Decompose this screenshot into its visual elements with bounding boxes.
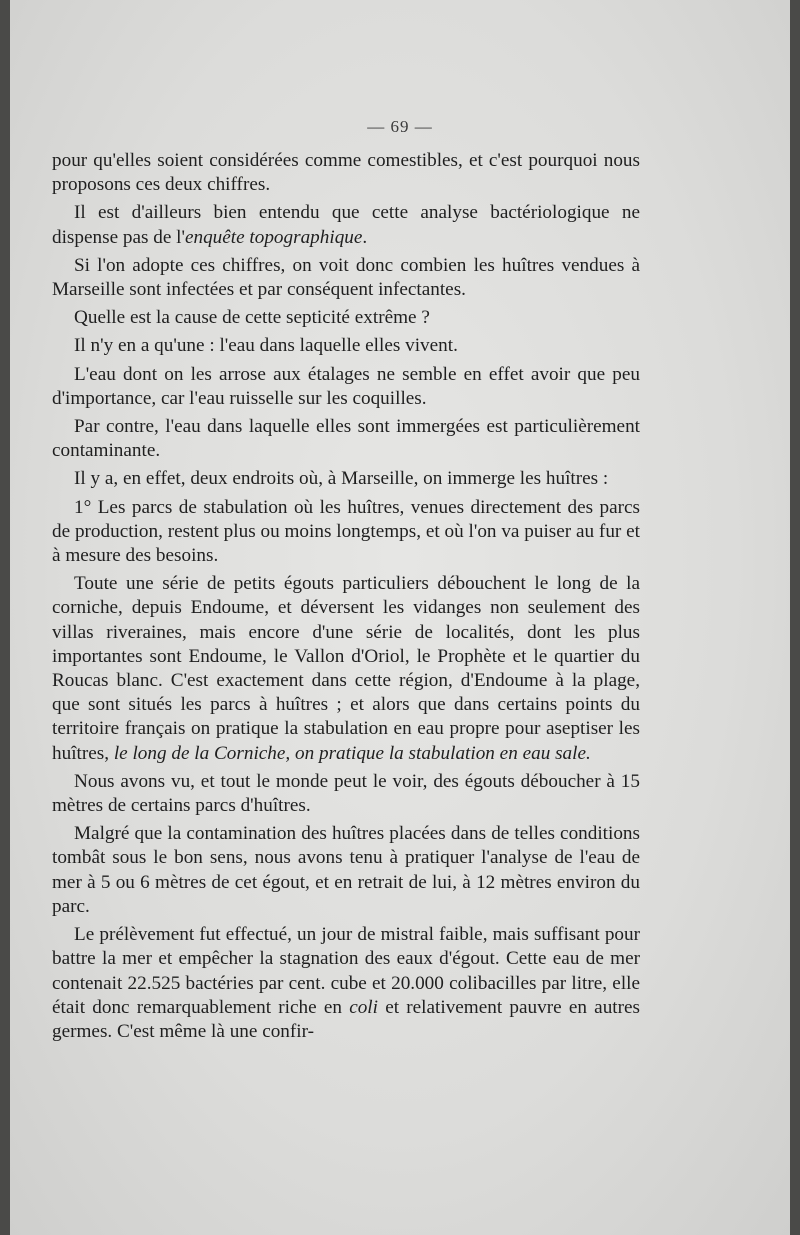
text-run: Le prélèvement fut effectué, un jour de mistral faible, mais suffisant pour battre la mer et empêcher la stagnation des eaux d'égout. Cette eau de mer contenait 22.525 bactéries par cent. cube et 20.000 colibacilles par litre, elle était donc remarquablement riche en	[52, 924, 640, 1018]
text-run: Il est d'ailleurs bien entendu que cette analyse bactériologique ne dispense pas de l'	[52, 202, 640, 248]
italic-run: coli	[349, 996, 378, 1018]
paragraph-9	[52, 496, 640, 569]
text-run: .	[362, 226, 368, 248]
paragraph-2	[52, 201, 640, 249]
paragraph-11	[52, 770, 640, 818]
paragraph-3	[52, 254, 640, 302]
paragraph-4	[52, 306, 640, 330]
text-run: Si l'on adopte ces chiffres, on voit donc combien les huîtres vendues à Marseille sont infectées et par conséquent infectantes.	[52, 254, 640, 301]
paragraph-10	[52, 572, 640, 766]
text-run: 1° Les parcs de stabulation où les huîtres, venues directement des parcs de production, restent plus ou moins longtemps, et où l'on va puiser au fur et à mesure des besoins.	[52, 496, 640, 567]
paragraph-7	[52, 415, 640, 463]
text-run: Par contre, l'eau dans laquelle elles sont immergées est particulièrement contaminante.	[52, 416, 640, 462]
italic-run: le long de la Corniche, on pratique la stabulation en eau sale.	[113, 742, 591, 764]
text-run: Toute une série de petits égouts particuliers débouchent le long de la corniche, depuis Endoume, et déversent les vidanges non seulement des villas riveraines, mais encore d'une série de localités, dont les plus importantes sont Endoume, le Vallon d'Oriol, le Prophète et le quartier du Roucas blanc. C'est exactement dans cette région, d'Endoume à la plage, que sont situés les parcs à huîtres ; et alors que dans certains points du territoire français on pratique la stabulation en eau propre pour aseptiser les huîtres,	[52, 573, 640, 764]
italic-run: enquête topographique	[184, 226, 363, 248]
paragraph-8	[52, 467, 640, 491]
body-text	[52, 149, 640, 1048]
text-run: pour qu'elles soient considérées comme comestibles, et c'est pourquoi nous proposons ces deux chiffres.	[52, 150, 640, 196]
paragraph-12	[52, 822, 640, 919]
text-run: Malgré que la contamination des huîtres placées dans de telles conditions tombât sous le bon sens, nous avons tenu à pratiquer l'analyse de l'eau de mer à 5 ou 6 mètres de cet égout, et en retrait de lui, à 12 mètres environ du parc.	[52, 823, 640, 917]
text-run: Il y a, en effet, deux endroits où, à Marseille, on immerge les huîtres :	[74, 468, 609, 490]
page-number: — 69 —	[367, 117, 433, 136]
paragraph-13	[52, 923, 640, 1044]
text-run: et relativement pauvre en autres germes. C'est même là une confir-	[52, 996, 640, 1042]
paragraph-5	[52, 334, 640, 358]
text-run: Quelle est la cause de cette septicité extrême ?	[74, 307, 430, 329]
text-run: Il n'y en a qu'une : l'eau dans laquelle elles vivent.	[74, 335, 458, 357]
document-page	[10, 0, 790, 1235]
paragraph-6	[52, 363, 640, 411]
paragraph-1	[52, 149, 640, 197]
text-run: L'eau dont on les arrose aux étalages ne semble en effet avoir que peu d'importance, car l'eau ruisselle sur les coquilles.	[52, 363, 640, 409]
text-run: Nous avons vu, et tout le monde peut le voir, des égouts déboucher à 15 mètres de certains parcs d'huîtres.	[52, 770, 640, 817]
